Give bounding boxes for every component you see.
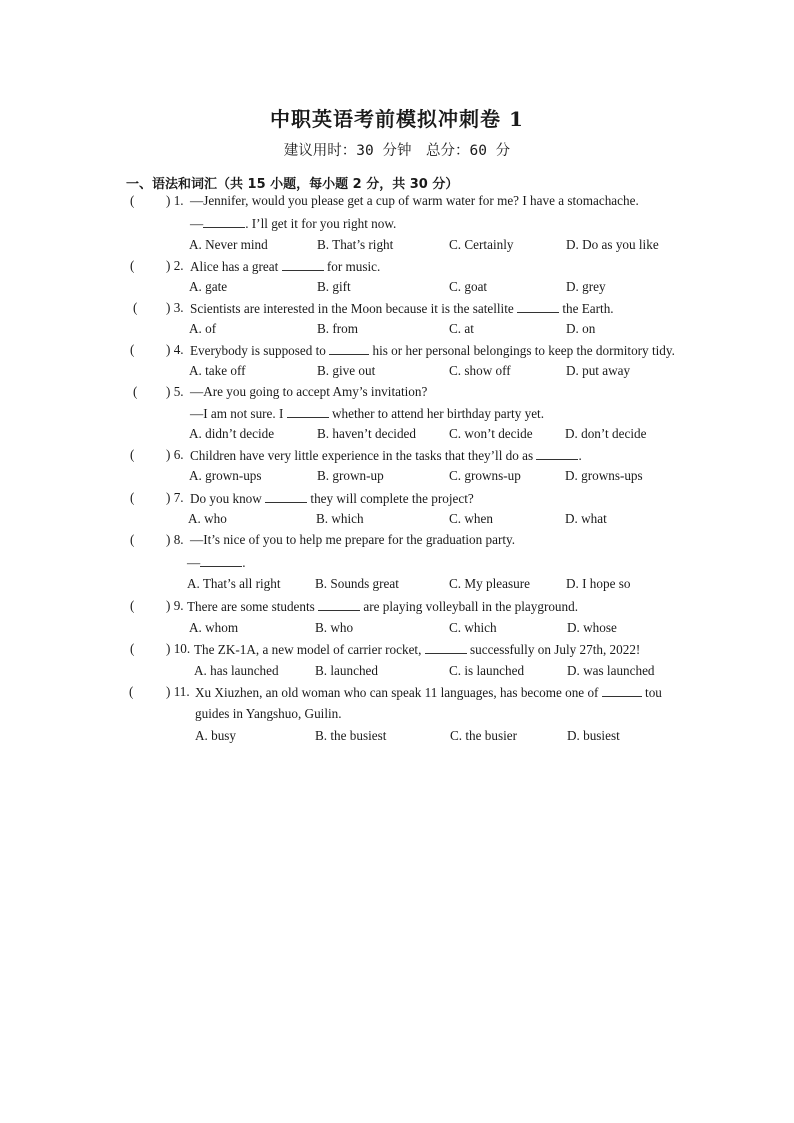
question-2 [0, 258, 794, 278]
answer-blank [602, 684, 642, 697]
question-8 [0, 532, 794, 552]
answer-paren: ( [129, 684, 134, 699]
option-d: D. on [566, 321, 596, 336]
question-4-options [0, 363, 794, 383]
question-5 [0, 384, 794, 404]
option-d: D. I hope so [566, 576, 631, 591]
option-a: A. grown-ups [189, 468, 262, 483]
option-b: B. give out [317, 363, 376, 378]
question-3 [0, 300, 794, 320]
question-text: tou [641, 685, 662, 700]
option-a: A. has launched [194, 663, 279, 678]
option-a: A. That’s all right [187, 576, 281, 591]
question-text: . I’ll get it for you right now. [245, 216, 397, 231]
question-10 [0, 641, 794, 661]
question-text: Everybody is supposed to [190, 343, 330, 358]
question-text: —Jennifer, would you please get a cup of warm water for me? I have a stomachache. [190, 193, 639, 208]
answer-blank [282, 258, 324, 271]
answer-paren: ( [130, 641, 135, 656]
answer-paren: ( [130, 447, 135, 462]
question-10-options [0, 663, 794, 683]
question-11-options [0, 728, 794, 748]
option-b: B. That’s right [317, 237, 394, 252]
question-number: ) 11. [166, 684, 190, 699]
question-9 [0, 598, 794, 618]
question-text: Scientists are interested in the Moon because it is the satellite [190, 301, 518, 316]
question-text: Alice has a great [190, 259, 282, 274]
time-and-score-info: 建议用时：30 分钟 总分：60 分 [283, 143, 511, 159]
option-b: B. grown-up [317, 468, 384, 483]
question-text: are playing volleyball in the playground. [360, 599, 579, 614]
answer-blank [265, 490, 307, 503]
option-c: C. goat [449, 279, 488, 294]
option-d: D. Do as you like [566, 237, 659, 252]
answer-blank [318, 598, 360, 611]
option-d: D. put away [566, 363, 631, 378]
question-text: — [190, 216, 204, 231]
answer-paren: ( [133, 384, 138, 399]
question-1-line-2 [0, 215, 794, 235]
question-text: —Are you going to accept Amy’s invitation? [190, 384, 428, 399]
answer-paren: ( [130, 598, 135, 613]
question-text: . [242, 555, 246, 570]
question-number: ) 7. [166, 490, 184, 505]
option-c: C. which [449, 620, 497, 635]
answer-paren: ( [130, 532, 135, 547]
option-c: C. at [449, 321, 474, 336]
question-6 [0, 447, 794, 467]
option-c: C. Certainly [449, 237, 514, 252]
question-text: Children have very little experience in the tasks that they’ll do as [190, 448, 537, 463]
question-8-options [0, 576, 794, 596]
question-7-options [0, 511, 794, 531]
option-b: B. the busiest [315, 728, 387, 743]
question-text: There are some students [187, 599, 319, 614]
option-c: C. show off [449, 363, 511, 378]
question-5-line-2 [0, 405, 794, 425]
answer-paren: ( [130, 258, 135, 273]
option-a: A. Never mind [189, 237, 268, 252]
question-text: for music. [323, 259, 381, 274]
section-title: 一、语法和词汇（共 15 小题，每小题 2 分，共 30 分） [126, 177, 459, 192]
question-7 [0, 490, 794, 510]
question-9-options [0, 620, 794, 640]
question-4 [0, 342, 794, 362]
option-b: B. haven’t decided [317, 426, 416, 441]
question-number: ) 2. [166, 258, 184, 273]
option-d: D. whose [567, 620, 617, 635]
option-a: A. of [189, 321, 217, 336]
question-number: ) 9. [166, 598, 184, 613]
answer-blank [517, 300, 559, 313]
option-c: C. the busier [450, 728, 518, 743]
option-a: A. whom [189, 620, 239, 635]
question-3-options [0, 321, 794, 341]
question-text: successfully on July 27th, 2022! [466, 642, 641, 657]
question-6-options [0, 468, 794, 488]
question-number: ) 4. [166, 342, 184, 357]
option-a: A. take off [189, 363, 246, 378]
question-2-options [0, 279, 794, 299]
question-5-options [0, 426, 794, 446]
answer-paren: ( [133, 300, 138, 315]
question-text: Xu Xiuzhen, an old woman who can speak 11 languages, has become one of [195, 685, 602, 700]
question-number: ) 6. [166, 447, 184, 462]
option-b: B. gift [317, 279, 351, 294]
option-c: C. when [449, 511, 493, 526]
question-text: —It’s nice of you to help me prepare for the graduation party. [190, 532, 516, 547]
question-8-line-2 [0, 554, 794, 574]
question-number: ) 3. [166, 300, 184, 315]
answer-blank [425, 641, 467, 654]
option-a: A. who [188, 511, 227, 526]
page-title: 中职英语考前模拟冲刺卷 1 [270, 107, 524, 131]
answer-paren: ( [130, 490, 135, 505]
question-text: — [187, 555, 201, 570]
answer-blank [200, 554, 242, 567]
option-a: A. didn’t decide [189, 426, 275, 441]
question-text: The ZK-1A, a new model of carrier rocket, [194, 642, 425, 657]
question-text: Do you know [190, 491, 266, 506]
option-c: C. My pleasure [449, 576, 530, 591]
option-b: B. which [316, 511, 364, 526]
option-c: C. is launched [449, 663, 525, 678]
option-d: D. don’t decide [565, 426, 647, 441]
question-text: they will complete the project? [307, 491, 474, 506]
answer-blank [203, 215, 245, 228]
answer-blank [329, 342, 369, 355]
question-text: —I am not sure. I [190, 406, 287, 421]
answer-blank [287, 405, 329, 418]
question-11 [0, 684, 794, 704]
question-number: ) 1. [166, 193, 184, 208]
option-c: C. growns-up [449, 468, 521, 483]
option-d: D. busiest [567, 728, 620, 743]
question-11-line-2 [0, 706, 794, 726]
option-d: D. was launched [567, 663, 655, 678]
answer-paren: ( [130, 342, 135, 357]
option-d: D. growns-ups [565, 468, 643, 483]
question-number: ) 8. [166, 532, 184, 547]
option-d: D. grey [566, 279, 606, 294]
question-text: . [578, 448, 582, 463]
option-a: A. busy [195, 728, 237, 743]
question-text: the Earth. [559, 301, 614, 316]
option-b: B. from [317, 321, 359, 336]
option-b: B. Sounds great [315, 576, 399, 591]
answer-paren: ( [130, 193, 135, 208]
question-text: his or her personal belongings to keep the dormitory tidy. [369, 343, 675, 358]
question-1-options [0, 237, 794, 257]
question-1 [0, 193, 794, 213]
option-d: D. what [565, 511, 607, 526]
question-number: ) 5. [166, 384, 184, 399]
option-a: A. gate [189, 279, 228, 294]
option-b: B. who [315, 620, 354, 635]
option-b: B. launched [315, 663, 378, 678]
option-c: C. won’t decide [449, 426, 533, 441]
answer-blank [536, 447, 578, 460]
question-number: ) 10. [166, 641, 191, 656]
question-text: whether to attend her birthday party yet. [328, 406, 545, 421]
question-text: guides in Yangshuo, Guilin. [195, 706, 342, 721]
